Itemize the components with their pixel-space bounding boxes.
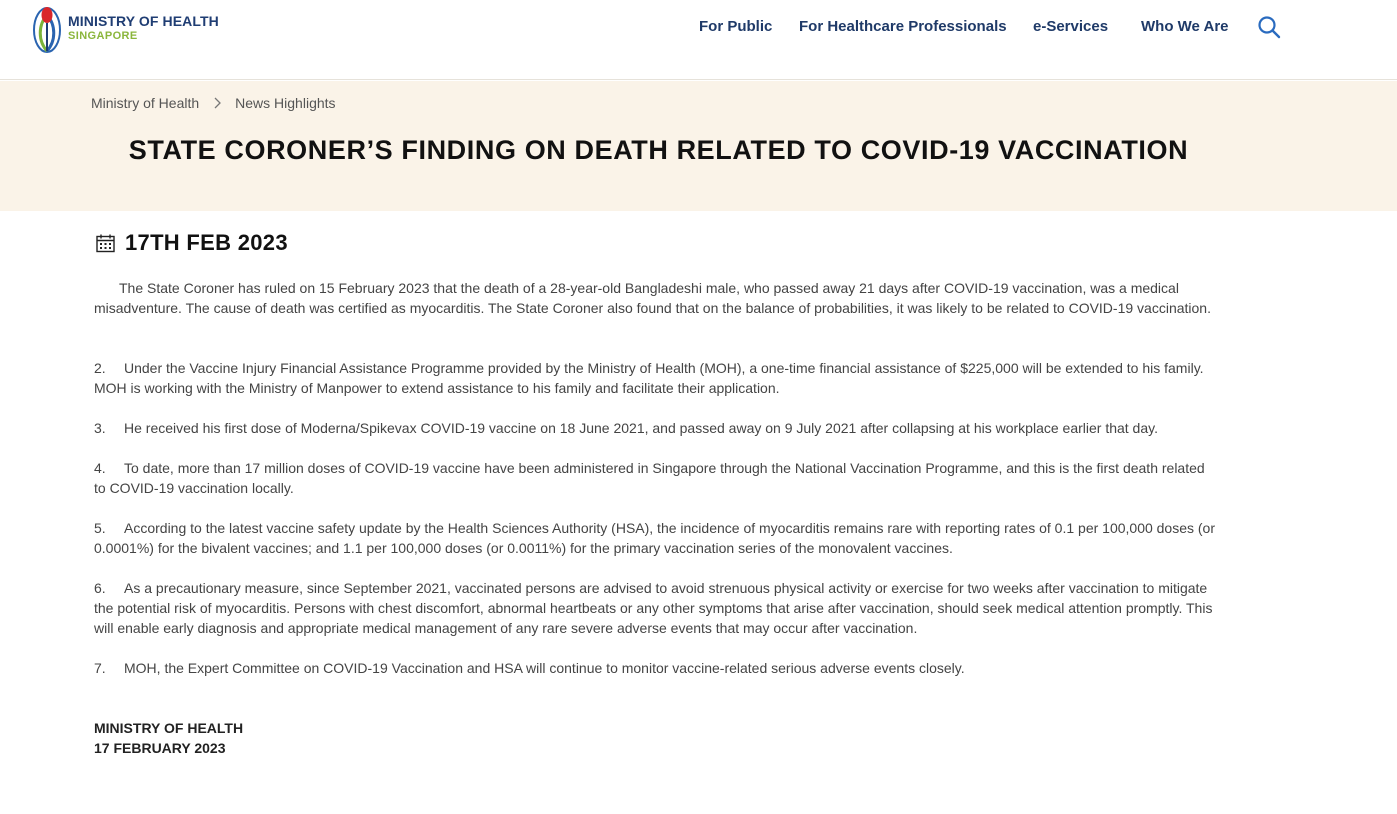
paragraph-text: According to the latest vaccine safety update by the Health Sciences Authority (HSA), the incidence of myocarditis remains rare with reporting rates of 0.1 per 100,000 doses (or 0.0001%) for the bivalent vaccines; and 1.1 per 100,000 doses (or 0.0011%) for the primary vaccination series of the monovalent vaccines. — [94, 520, 1216, 556]
paragraph-number: 6. — [94, 580, 106, 596]
paragraph-text: He received his first dose of Moderna/Spikevax COVID-19 vaccine on 18 June 2021, and passed away on 9 July 2021 after collapsing at his workplace earlier that day. — [124, 420, 1158, 436]
logo-title: MINISTRY OF HEALTH — [68, 13, 219, 29]
paragraph-text: Under the Vaccine Injury Financial Assistance Programme provided by the Ministry of Health (MOH), a one-time financial assistance of $225,000 will be extended to his family. MOH is working with the Ministry of Manpower to extend assistance to his family and facilitate their application. — [94, 360, 1204, 396]
paragraph-7 — [94, 658, 1216, 678]
publish-date — [96, 230, 288, 256]
paragraph-number: 4. — [94, 460, 106, 476]
paragraph-1 — [94, 278, 1216, 318]
paragraph-text: To date, more than 17 million doses of COVID-19 vaccine have been administered in Singapore through the National Vaccination Programme, and this is the first death related to COVID-19 vaccination locally. — [94, 460, 1205, 496]
title-banner — [0, 81, 1397, 211]
nav-for-healthcare-professionals[interactable]: For Healthcare Professionals — [799, 18, 1007, 35]
moh-logo[interactable] — [32, 2, 219, 54]
paragraph-text: MOH, the Expert Committee on COVID-19 Vaccination and HSA will continue to monitor vaccine-related serious adverse events closely. — [124, 660, 965, 676]
signoff-date: 17 FEBRUARY 2023 — [94, 740, 226, 756]
paragraph-4 — [94, 458, 1216, 498]
nav-for-public[interactable]: For Public — [699, 18, 773, 35]
nav-e-services[interactable]: e-Services — [1033, 18, 1109, 35]
paragraph-number: 2. — [94, 360, 106, 376]
breadcrumb-home-link[interactable]: Ministry of Health — [91, 95, 200, 111]
paragraph-6 — [94, 578, 1216, 638]
search-icon[interactable] — [1257, 15, 1281, 39]
breadcrumb-news-highlights-link[interactable]: News Highlights — [235, 95, 336, 111]
paragraph-2 — [94, 358, 1216, 398]
logo-subtitle: SINGAPORE — [68, 30, 138, 42]
paragraph-number: 3. — [94, 420, 106, 436]
signoff — [94, 718, 243, 758]
breadcrumb — [91, 95, 336, 111]
calendar-icon — [96, 234, 115, 253]
page-title: STATE CORONER’S FINDING ON DEATH RELATED TO COVID-19 VACCINATION — [128, 135, 1189, 165]
nav-who-we-are[interactable]: Who We Are — [1141, 18, 1229, 35]
moh-emblem-icon — [32, 3, 62, 53]
chevron-right-icon — [213, 97, 223, 109]
date-label: 17TH FEB 2023 — [125, 230, 288, 255]
paragraph-number: 7. — [94, 660, 106, 676]
paragraph-3 — [94, 418, 1216, 438]
paragraph-text: As a precautionary measure, since September 2021, vaccinated persons are advised to avoid strenuous physical activity or exercise for two weeks after vaccination to mitigate the potential risk of myocarditis. Persons with chest discomfort, abnormal heartbeats or any other symptoms that arise after vaccination, should seek medical attention promptly. This will enable early diagnosis and appropriate medical management of any rare severe adverse events that may occur after vaccination. — [94, 580, 1213, 636]
paragraph-5 — [94, 518, 1216, 558]
site-header — [0, 0, 1397, 80]
paragraph-number: 5. — [94, 520, 106, 536]
paragraph-text: The State Coroner has ruled on 15 February 2023 that the death of a 28-year-old Bangladeshi male, who passed away 21 days after COVID-19 vaccination, was a medical misadventure. The cause of death was certified as myocarditis. The State Coroner also found that on the balance of probabilities, it was likely to be related to COVID-19 vaccination. — [94, 280, 1211, 316]
signoff-organization: MINISTRY OF HEALTH — [94, 720, 244, 736]
